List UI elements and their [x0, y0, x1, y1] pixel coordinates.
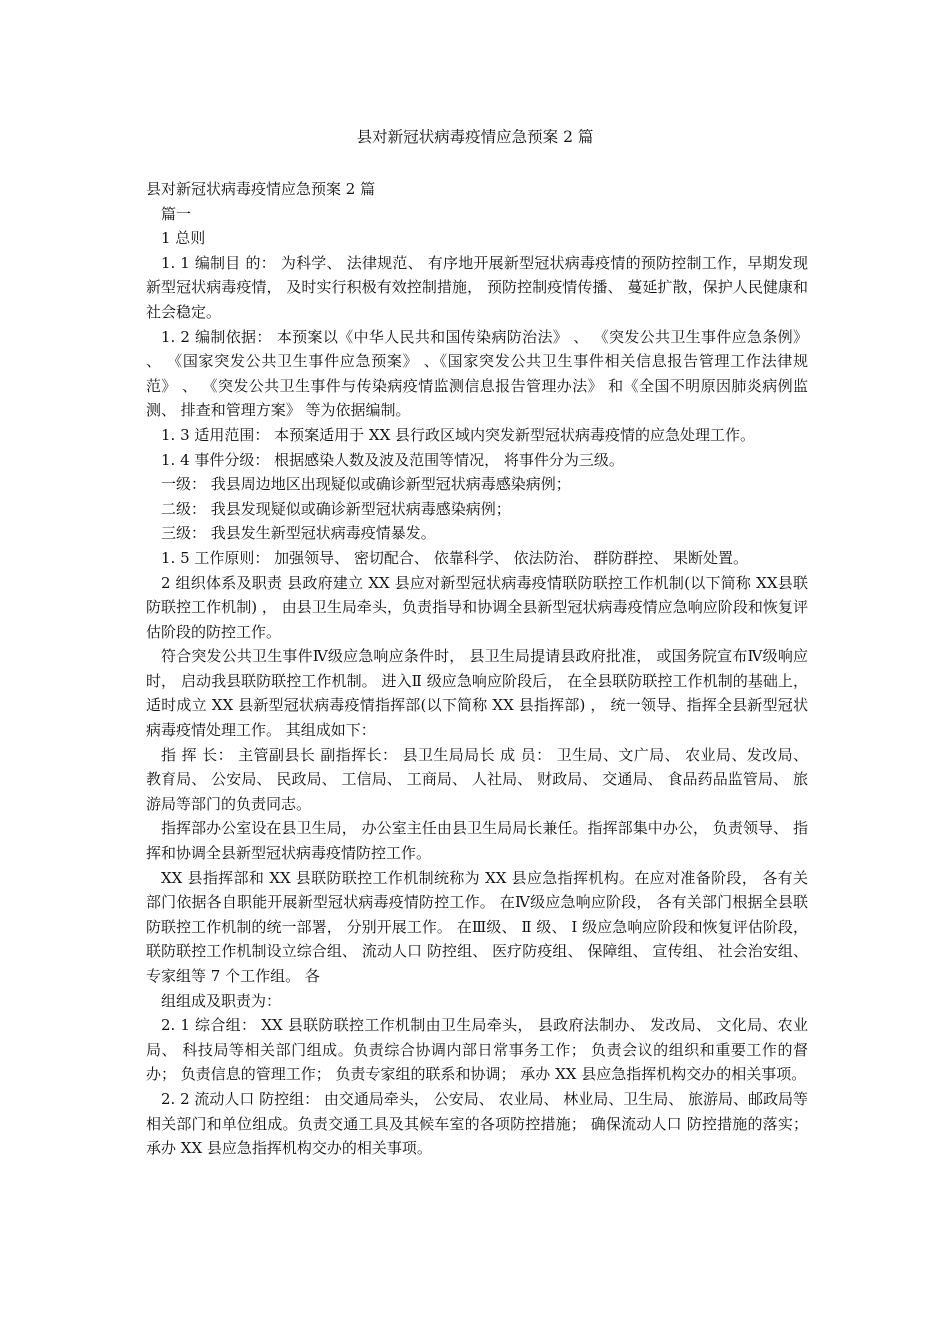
paragraph-response-activation: 符合突发公共卫生事件Ⅳ级应急响应条件时， 县卫生局提请县政府批准， 或国务院宣布Ⅳ级响应时， 启动我县联防联控工作机制。 进入Ⅱ 级应急响应阶段后， 在全县联防联控工作机制的基础上， 适时成立 XX 县新型冠状病毒疫情指挥部(以下简称 XX 县指挥部) ， 统一领导、指挥全县新型冠状病毒疫情处理工作。 其组成如下：	[146, 647, 808, 740]
paragraph-command-office: 指挥部办公室设在县卫生局， 办公室主任由县卫生局局长兼任。指挥部集中办公， 负责领导、 指挥和协调全县新型冠状病毒疫情防控工作。	[146, 819, 808, 863]
document-subtitle: 县对新冠状病毒疫情应急预案 2 篇	[146, 180, 376, 198]
paragraph-basis: 1. 2 编制依据： 本预案以《中华人民共和国传染病防治法》 、 《突发公共卫生事件应急条例》 、 《国家突发公共卫生事件应急预案》 、《国家突发公共卫生事件相关信息报告管理工作法律规范》 、 《突发公共卫生事件与传染病疫情监测信息报告管理办法》 和《全国不明原因肺炎病例监测、 排查和管理方案》 等为依据编制。	[146, 327, 808, 420]
paragraph-principles: 1. 5 工作原则： 加强领导、 密切配合、 依靠科学、 依法防治、 群防群控、 果断处置。	[161, 548, 749, 567]
paragraph-scope: 1. 3 适用范围： 本预案适用于 XX 县行政区域内突发新型冠状病毒疫情的应急处理工作。	[161, 425, 756, 444]
paragraph-level-two: 二级： 我县发现疑似或确诊新型冠状病毒感染病例；	[161, 499, 511, 518]
document-body	[146, 177, 808, 1161]
paragraph-organization: 2 组织体系及职责 县政府建立 XX 县应对新型冠状病毒疫情联防联控工作机制(以下简称 XX县联防联控工作机制) ， 由县卫生局牵头，负责指导和协调全县新型冠状病毒疫情应急响应阶段和恢复评估阶段的防控工作。	[146, 573, 808, 641]
paragraph-group-intro: 组组成及职责为：	[161, 991, 282, 1010]
paragraph-comprehensive-group: 2. 1 综合组： XX 县联防联控工作机制由卫生局牵头， 县政府法制办、 发改局、 文化局、农业局、 科技局等相关部门组成。负责综合协调内部日常事务工作； 负责会议的组织和重要工作的督办； 负责信息的管理工作； 负责专家组的联系和协调； 承办 XX 县应急指挥机构交办的相关事项。	[146, 1016, 808, 1084]
paragraph-floating-population-group: 2. 2 流动人口 防控组： 由交通局牵头， 公安局、 农业局、 林业局、卫生局、 旅游局、邮政局等相关部门和单位组成。负责交通工具及其候车室的各项防控措施； 确保流动人口 防控措施的落实； 承办 XX 县应急指挥机构交办的相关事项。	[146, 1089, 809, 1158]
section-label-part-one: 篇一	[161, 204, 192, 223]
document-title: 县对新冠状病毒疫情应急预案 2 篇	[356, 128, 594, 146]
paragraph-command-agency: XX 县指挥部和 XX 县联防联控工作机制统称为 XX 县应急指挥机构。在应对准备阶段， 各有关部门依据各自职能开展新型冠状病毒疫情防控工作。 在Ⅳ级应急响应阶段， 各有关部门根据全县联防联控工作机制的统一部署， 分别开展工作。 在Ⅲ级、 Ⅱ 级、 Ⅰ 级应急响应阶段和恢复评估阶段， 联防联控工作机制设立综合组、 流动人口 防控组、 医疗防疫组、 保障组、 宣传组、 社会治安组、 专家组等 7 个工作组。 各	[146, 868, 808, 985]
paragraph-purpose: 1. 1 编制目 的： 为科学、 法律规范、 有序地开展新型冠状病毒疫情的预防控制工作，早期发现新型冠状病毒疫情， 及时实行积极有效控制措施， 预防控制疫情传播、 蔓延扩散，保护人民健康和社会稳定。	[146, 253, 808, 321]
paragraph-grading: 1. 4 事件分级： 根据感染人数及波及范围等情况， 将事件分为三级。	[161, 450, 624, 469]
paragraph-level-three: 三级： 我县发生新型冠状病毒疫情暴发。	[161, 524, 436, 543]
paragraph-level-one: 一级： 我县周边地区出现疑似或确诊新型冠状病毒感染病例；	[161, 475, 571, 494]
section-heading-general: 1 总则	[161, 229, 206, 248]
paragraph-command-members: 指 挥 长： 主管副县长 副指挥长： 县卫生局局长 成 员： 卫生局、文广局、 农业局、发改局、 教育局、 公安局、 民政局、 工信局、 工商局、 人社局、 财政局、 交通局、 食品药品监管局、 旅游局等部门的负责同志。	[146, 745, 808, 813]
